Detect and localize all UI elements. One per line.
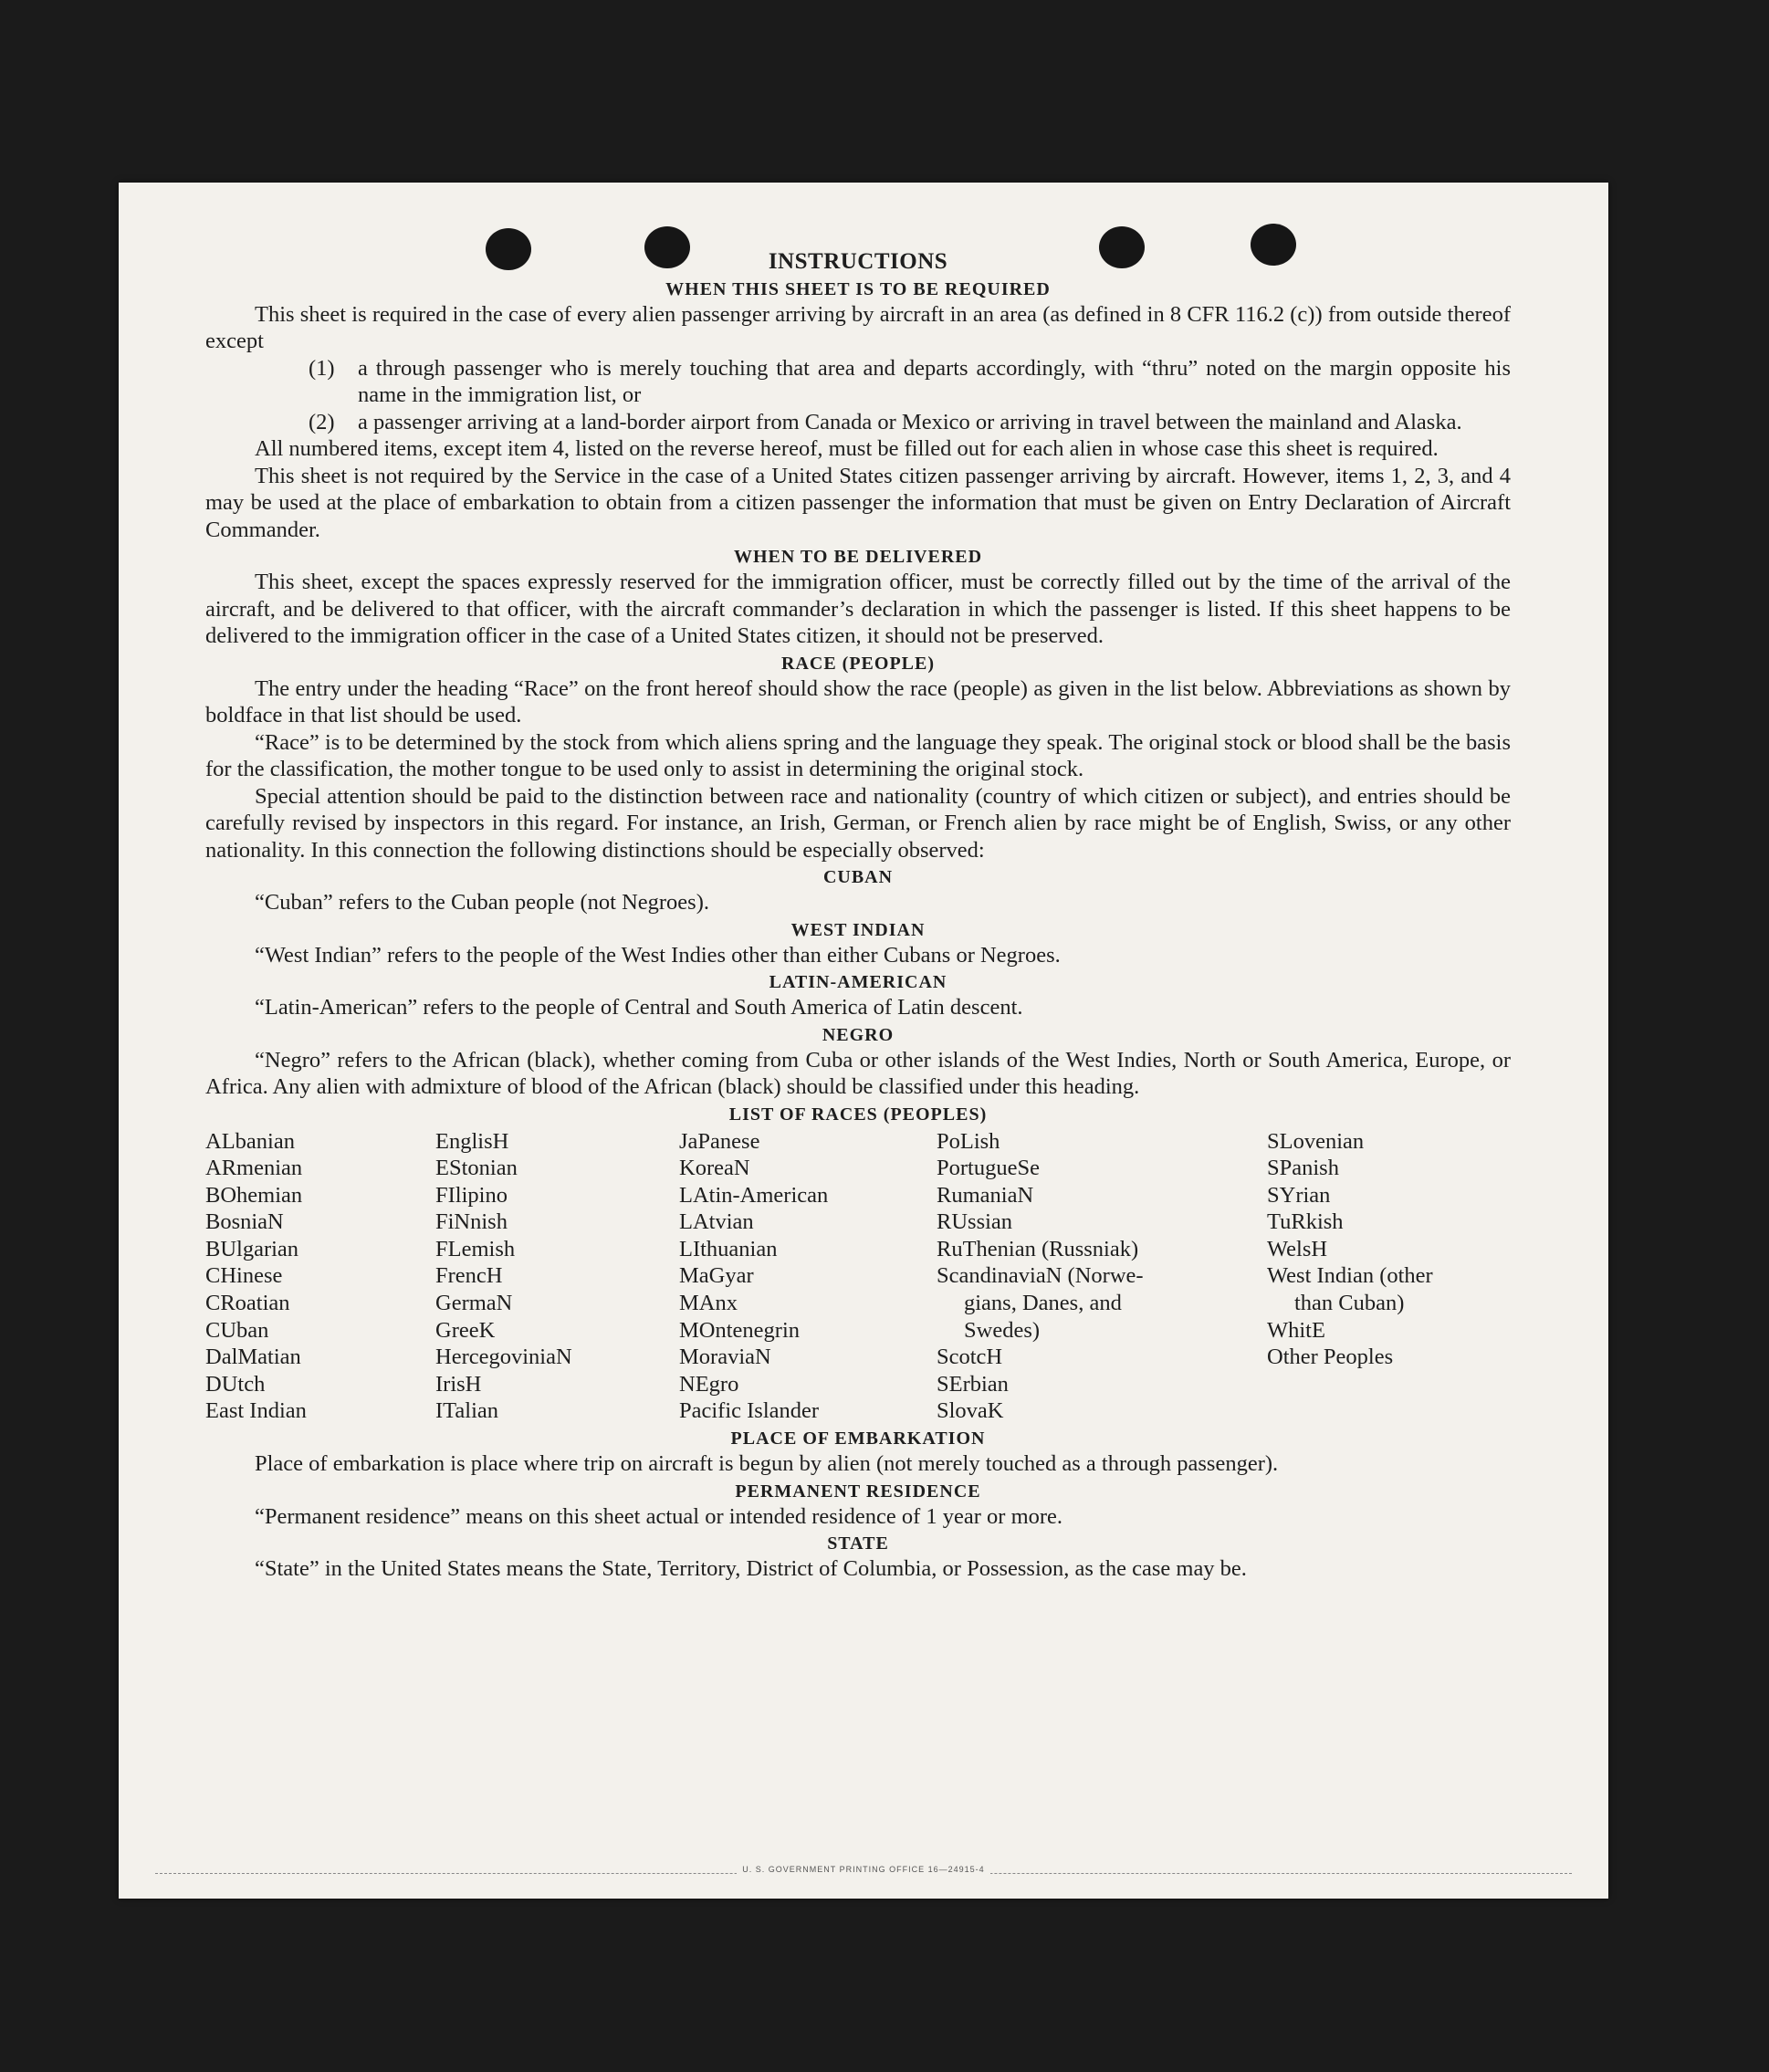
west-indian-text: “West Indian” refers to the people of the West Indies other than either Cubans or Negroes.	[255, 942, 1061, 968]
race-item: SErbian	[937, 1371, 1009, 1397]
document-body	[205, 248, 1511, 1583]
race-item: West Indian (other	[1267, 1263, 1433, 1289]
race-item: LIthuanian	[679, 1236, 778, 1261]
race-item: GreeK	[435, 1317, 496, 1343]
race-item: WelsH	[1267, 1236, 1328, 1261]
exception-item	[205, 355, 1511, 409]
race-item: WhitE	[1267, 1317, 1325, 1343]
race-item: GermaN	[435, 1291, 513, 1316]
race-item: SlovaK	[937, 1398, 1004, 1424]
race-item: MaGyar	[679, 1263, 754, 1289]
race-item: RumaniaN	[937, 1182, 1034, 1208]
race-item: ScandinaviaN (Norwe-	[937, 1263, 1144, 1289]
race-item: ALbanian	[205, 1128, 295, 1154]
race-item: DUtch	[205, 1371, 266, 1397]
heading-west-indian: WEST INDIAN	[790, 919, 926, 940]
race-item: CUban	[205, 1317, 269, 1343]
heading-cuban: CUBAN	[822, 867, 894, 887]
heading-when-required: WHEN THIS SHEET IS TO BE REQUIRED	[665, 278, 1051, 299]
race-paragraph-2: “Race” is to be determined by the stock from which aliens spring and the language they speak. The original stock or blood shall be the basis for the classification, the mother tongue to be used only to assist in determining the original stock.	[205, 729, 1511, 781]
race-column	[679, 1128, 937, 1426]
heading-negro: NEGRO	[822, 1024, 895, 1045]
instructions-title: INSTRUCTIONS	[768, 249, 948, 274]
races-list	[205, 1128, 1511, 1426]
heading-race: RACE (PEOPLE)	[781, 653, 935, 674]
citizen-paragraph: This sheet is not required by the Service in the case of a United States citizen passenger arriving by aircraft. However, items 1, 2, 3, and 4 may be used at the place of embarkation to obtain from a citizen passenger the information that must be given on Entry Declaration of Aircraft Commander.	[205, 463, 1511, 542]
race-item: RuThenian (Russniak)	[937, 1236, 1139, 1261]
race-item: EStonian	[435, 1156, 518, 1181]
race-item: ARmenian	[205, 1156, 303, 1181]
race-column	[1267, 1128, 1511, 1426]
race-column	[205, 1128, 435, 1426]
race-paragraph-3: Special attention should be paid to the distinction between race and nationality (country of which citizen or subject), and entries should be carefully revised by inspectors in this regard. For instance, an Irish, German, or French alien by race might be of English, Swiss, or any other nationality. In this connection the following distinctions should be especially observed:	[205, 783, 1511, 863]
race-item: IrisH	[435, 1371, 482, 1397]
race-item: FIlipino	[435, 1182, 508, 1208]
race-item: LAtin-American	[679, 1182, 829, 1208]
race-item: SPanish	[1267, 1156, 1339, 1181]
race-item: EnglisH	[435, 1128, 509, 1154]
race-item: East Indian	[205, 1398, 307, 1424]
race-item: SLovenian	[1267, 1128, 1365, 1154]
when-delivered-text: This sheet, except the spaces expressly reserved for the immigration officer, must be correctly filled out by the time of the arrival of the aircraft, and be delivered to that officer, with the aircraft commander’s declaration in which the passenger is listed. If this sheet happens to be delivered to the immigration officer in the case of a United States citizen, it should not be preserved.	[205, 570, 1511, 648]
race-item: than Cuban)	[1294, 1291, 1405, 1316]
race-item: CRoatian	[205, 1291, 290, 1316]
race-item: FLemish	[435, 1236, 516, 1261]
race-item: PoLish	[937, 1128, 1000, 1154]
race-item: Pacific Islander	[679, 1398, 820, 1424]
race-item: KoreaN	[679, 1156, 750, 1181]
race-item: MoraviaN	[679, 1345, 771, 1370]
exception-number: (1)	[309, 355, 335, 381]
race-item: gians, Danes, and	[964, 1291, 1122, 1316]
race-item: MAnx	[679, 1291, 738, 1316]
race-item: MOntenegrin	[679, 1317, 800, 1343]
race-column	[435, 1128, 679, 1426]
exception-text: a through passenger who is merely touching that area and departs accordingly, with “thru” noted on the margin opposite his name in the immigration list, or	[358, 355, 1511, 407]
latin-american-text: “Latin-American” refers to the people of Central and South America of Latin descent.	[255, 995, 1023, 1020]
heading-place-of-embarkation: PLACE OF EMBARKATION	[730, 1428, 986, 1449]
race-item: Other Peoples	[1267, 1345, 1394, 1370]
embarkation-text: Place of embarkation is place where trip on aircraft is begun by alien (not merely touched as a through passenger).	[255, 1451, 1279, 1477]
race-item: TuRkish	[1267, 1209, 1344, 1235]
race-item: JaPanese	[679, 1128, 760, 1154]
negro-text: “Negro” refers to the African (black), whether coming from Cuba or other islands of the West Indies, North or South America, Europe, or Africa. Any alien with admixture of blood of the African (black) should be classified under this heading.	[205, 1047, 1511, 1099]
heading-permanent-residence: PERMANENT RESIDENCE	[735, 1481, 981, 1502]
race-item: BUlgarian	[205, 1236, 299, 1261]
race-item: BOhemian	[205, 1182, 303, 1208]
race-item: DalMatian	[205, 1345, 301, 1370]
numbered-items-paragraph: All numbered items, except item 4, listed on the reverse hereof, must be filled out for each alien in whose case this sheet is required.	[255, 436, 1439, 461]
race-item: FiNnish	[435, 1209, 508, 1235]
race-item: NEgro	[679, 1371, 739, 1397]
when-required-intro: This sheet is required in the case of every alien passenger arriving by aircraft in an area (as defined in 8 CFR 116.2 (c)) from outside thereof except	[205, 301, 1511, 353]
heading-latin-american: LATIN-AMERICAN	[769, 972, 947, 992]
race-item: PortugueSe	[937, 1156, 1040, 1181]
race-item: BosniaN	[205, 1209, 284, 1235]
exception-text: a passenger arriving at a land-border airport from Canada or Mexico or arriving in travel between the mainland and Alaska.	[358, 409, 1462, 434]
race-item: RUssian	[937, 1209, 1013, 1235]
printing-office-footer	[119, 1865, 1608, 1874]
race-item: Swedes)	[964, 1317, 1041, 1343]
race-column	[937, 1128, 1267, 1426]
document-sheet	[119, 183, 1608, 1899]
printing-office-text: U. S. GOVERNMENT PRINTING OFFICE 16—24915-4	[737, 1865, 989, 1874]
race-item: ITalian	[435, 1398, 499, 1424]
cuban-text: “Cuban” refers to the Cuban people (not Negroes).	[255, 890, 709, 915]
race-item: HercegoviniaN	[435, 1345, 572, 1370]
heading-state: STATE	[827, 1533, 889, 1554]
race-item: SYrian	[1267, 1182, 1331, 1208]
race-paragraph-1: The entry under the heading “Race” on the front hereof should show the race (people) as given in the list below. Abbreviations as shown by boldface in that list should be used.	[205, 675, 1511, 727]
residence-text: “Permanent residence” means on this sheet actual or intended residence of 1 year or more.	[255, 1503, 1063, 1529]
race-item: ScotcH	[937, 1345, 1003, 1370]
heading-list-of-races: LIST OF RACES (PEOPLES)	[728, 1104, 988, 1125]
state-text: “State” in the United States means the State, Territory, District of Columbia, or Possession, as the case may be.	[255, 1556, 1247, 1582]
exception-number: (2)	[309, 409, 335, 434]
race-item: CHinese	[205, 1263, 283, 1289]
exception-item	[205, 409, 1511, 436]
race-item: LAtvian	[679, 1209, 754, 1235]
heading-when-delivered: WHEN TO BE DELIVERED	[733, 547, 983, 567]
race-item: FrencH	[435, 1263, 503, 1289]
